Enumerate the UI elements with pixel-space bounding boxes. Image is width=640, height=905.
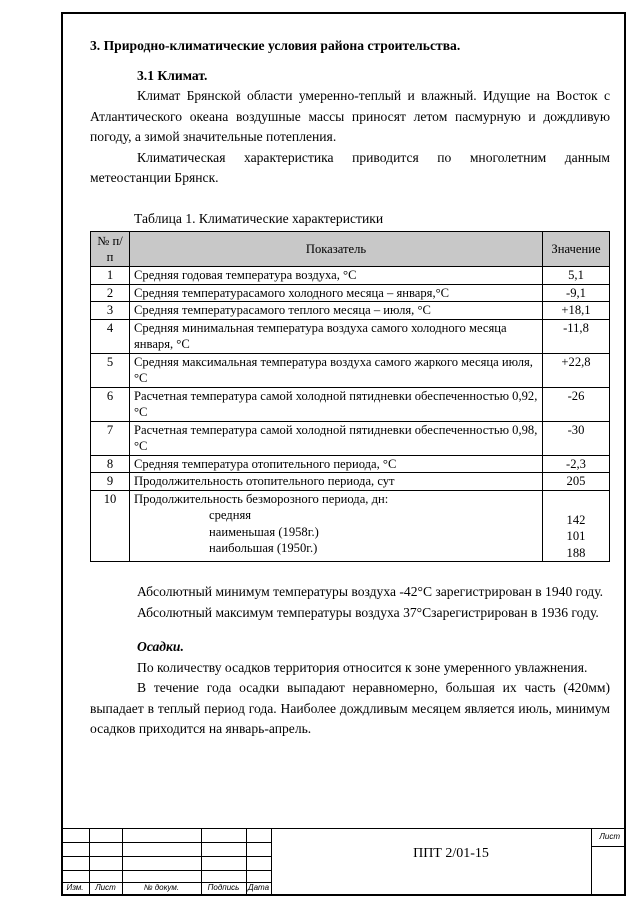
row-param: Расчетная температура самой холодной пятидневки обеспеченностью 0,92, °С xyxy=(130,387,543,421)
row-param: Средняя температура отопительного периода, °С xyxy=(130,455,543,473)
table-row xyxy=(91,302,610,320)
table-header-row xyxy=(91,232,610,267)
row-param: Расчетная температура самой холодной пятидневки обеспеченностью 0,98, °С xyxy=(130,421,543,455)
table-row xyxy=(91,473,610,491)
paragraph-abs-max: Абсолютный максимум температуры воздуха 37°Сзарегистрирован в 1936 году. xyxy=(137,604,599,620)
row-param: Средняя минимальная температура воздуха самого холодного месяца января, °С xyxy=(130,319,543,353)
row-number: 10 xyxy=(91,490,130,562)
row-value: -11,8 xyxy=(543,319,610,353)
row-number: 6 xyxy=(91,387,130,421)
table-row xyxy=(91,455,610,473)
table-row xyxy=(91,267,610,285)
row-number: 3 xyxy=(91,302,130,320)
stamp-label-date: Дата xyxy=(247,883,270,892)
title-block xyxy=(61,828,626,896)
row-number: 2 xyxy=(91,284,130,302)
header-value: Значение xyxy=(543,232,610,267)
climate-table xyxy=(90,231,610,562)
document-body xyxy=(90,36,610,740)
table-row xyxy=(91,353,610,387)
paragraph-abs-min: Абсолютный минимум температуры воздуха -42°С зарегистрирован в 1940 году. xyxy=(137,584,604,599)
row10-sub-value: 101 xyxy=(566,529,586,543)
row10-sub-label: наименьшая (1958г.) xyxy=(209,524,319,539)
table-row xyxy=(91,319,610,353)
row-value xyxy=(543,490,610,562)
header-num: № п/п xyxy=(91,232,130,267)
row-value: -26 xyxy=(543,387,610,421)
row-number: 1 xyxy=(91,267,130,285)
paragraph-precipitation: В течение года осадки выпадают неравномерно, большая их часть (420мм) выпадает в теплый период года. Наиболее дождливым месяцем является июль, минимум осадков приходится на январь-апрель. xyxy=(90,680,610,736)
table-row xyxy=(91,490,610,562)
row10-sub-label: наибольшая (1950г.) xyxy=(209,541,318,555)
stamp-label-sign: Подпись xyxy=(207,883,240,892)
paragraph-humidity: По количеству осадков территория относится к зоне умеренного увлажнения. xyxy=(137,659,588,675)
stamp-label-list: Лист xyxy=(95,883,116,892)
table-row xyxy=(91,284,610,302)
document-code: ППТ 2/01-15 xyxy=(413,846,489,861)
header-param: Показатель xyxy=(130,232,543,267)
paragraph-source: Климатическая характеристика приводится по многолетним данным метеостанции Брянск. xyxy=(90,149,610,185)
row-value: 5,1 xyxy=(543,267,610,285)
row-param: Продолжительность отопительного периода, сут xyxy=(130,473,543,491)
stamp-label-izm: Изм. xyxy=(66,883,84,892)
row-param: Средняя температурасамого холодного месяца – января,°С xyxy=(130,284,543,302)
row10-title: Продолжительность безморозного периода, дн: xyxy=(134,491,389,506)
row-number: 5 xyxy=(91,353,130,387)
table-row xyxy=(91,387,610,421)
row-value: +22,8 xyxy=(543,353,610,387)
row-number: 4 xyxy=(91,319,130,353)
stamp-label-doc: № докум. xyxy=(143,883,180,892)
row-param: Средняя годовая температура воздуха, °С xyxy=(130,267,543,285)
row10-sub-value: 188 xyxy=(566,545,586,560)
row-number: 7 xyxy=(91,421,130,455)
row-value: -30 xyxy=(543,421,610,455)
paragraph-climate: Климат Брянской области умеренно-теплый и влажный. Идущие на Восток с Атлантического океана воздушные массы приносят летом пасмурную и дождливую погоду, а зимой значительные потепления. xyxy=(90,88,610,144)
row10-sub-label: средняя xyxy=(209,508,252,522)
subsection-heading: 3.1 Климат. xyxy=(137,67,208,83)
row-value: -9,1 xyxy=(543,284,610,302)
row-param: Средняя температурасамого теплого месяца – июля, °С xyxy=(130,302,543,320)
row10-sub-value: 142 xyxy=(566,512,586,527)
table-caption: Таблица 1. Климатические характеристики xyxy=(134,210,384,226)
section-heading: 3. Природно-климатические условия района строительства. xyxy=(90,38,461,53)
table-row xyxy=(91,421,610,455)
sheet-label: Лист xyxy=(599,832,620,841)
row-number: 9 xyxy=(91,473,130,491)
row-param: Средняя максимальная температура воздуха самого жаркого месяца июля, °С xyxy=(130,353,543,387)
row-value: -2,3 xyxy=(543,455,610,473)
row-value: 205 xyxy=(543,473,610,491)
row-param xyxy=(130,490,543,562)
row-number: 8 xyxy=(91,455,130,473)
row-value: +18,1 xyxy=(543,302,610,320)
osadki-heading: Осадки. xyxy=(137,639,184,654)
